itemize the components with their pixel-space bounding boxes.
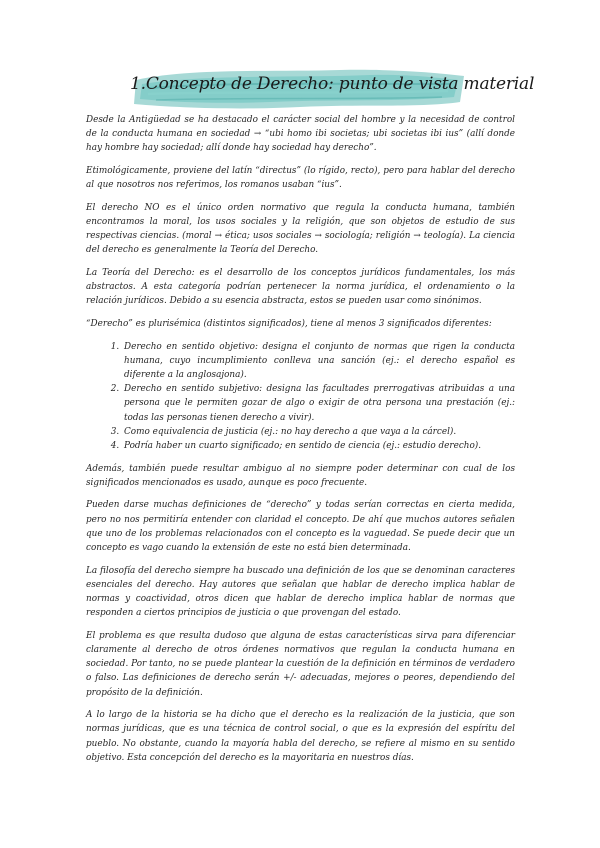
paragraph: Etimológicamente, proviene del latín “directus” (lo rígido, recto), pero para hablar del derecho al que nosotros nos referimos, los romanos usaban “ius”. bbox=[86, 166, 515, 191]
paragraph: La filosofía del derecho siempre ha buscado una definición de los que se denominan caracteres esenciales del derecho. Hay autores que señalan que hablar de derecho implica hablar de normas y coactividad, otros dicen que hablar de derecho implica hablar de normas que responden a ciertos principios de justicia o que provengan del estado. bbox=[86, 565, 515, 619]
paragraph: La Teoría del Derecho: es el desarrollo de los conceptos jurídicos fundamentales, los más abstractos. A esta categoría podrían pertenecer la norma jurídica, el ordenamiento o la relación jurídicos. Debido a su esencia abstracta, estos se pueden usar como sinónimos. bbox=[86, 268, 515, 307]
paragraph: A lo largo de la historia se ha dicho que el derecho es la realización de la justicia, que son normas jurídicas, que es una técnica de control social, o que es la expresión del espíritu del pueblo. No obstante, cuando la mayoría habla del derecho, se refiere al mismo en su sentido objetivo. Esta concepción del derecho es la mayoritaria en nuestros días. bbox=[86, 710, 515, 763]
list-item: 4. Podría haber un cuarto significado; en sentido de ciencia (ej.: estudio derecho). bbox=[122, 439, 515, 453]
list-item: 1. Derecho en sentido objetivo: designa el conjunto de normas que rigen la conducta humana, cuyo incumplimiento conlleva una sanción (ej.: el derecho español es diferente a la anglosajona). bbox=[122, 340, 515, 383]
paragraph: Desde la Antigüedad se ha destacado el carácter social del hombre y la necesidad de control de la conducta humana en sociedad → “ubi homo ibi societas; ubi societas ibi ius” (allí donde hay hombre hay sociedad; allí donde hay sociedad hay derecho”. bbox=[86, 115, 515, 154]
meanings-list bbox=[86, 340, 515, 454]
paragraph: Además, también puede resultar ambiguo al no siempre poder determinar con cual de los significados mencionados es usado, aunque es poco frecuente. bbox=[86, 463, 515, 488]
list-item: 2. Derecho en sentido subjetivo: designa las facultades prerrogativas atribuidas a una persona que le permiten gozar de algo o exigir de otra persona una prestación (ej.: todas las personas tienen derecho a vivir). bbox=[122, 382, 515, 425]
title-banner bbox=[130, 64, 535, 118]
paragraph: El derecho NO es el único orden normativo que regula la conducta humana, también encontramos la moral, los usos sociales y la religión, que son objetos de estudio de sus respectivas ciencias. (moral → ética; usos sociales → sociología; religión → teología). La ciencia del derecho es generalmente la Teoría del Derecho. bbox=[86, 202, 515, 256]
paragraph: “Derecho” es plurisémica (distintos significados), tiene al menos 3 significados diferentes: bbox=[86, 319, 492, 329]
document-body bbox=[86, 113, 515, 773]
paragraph: El problema es que resulta dudoso que alguna de estas características sirva para diferenciar claramente al derecho de otros órdenes normativos que regulan la conducta humana en sociedad. Por tanto, no se puede plantear la cuestión de la definición en términos de verdadero o falso. Las definiciones de derecho serán +/- adecuadas, mejores o peores, dependiendo del propósito de la definición. bbox=[86, 630, 515, 698]
list-item: 3. Como equivalencia de justicia (ej.: no hay derecho a que vaya a la cárcel). bbox=[122, 425, 515, 439]
paragraph: Pueden darse muchas definiciones de “derecho” y todas serían correctas en cierta medida, pero no nos permitiría entender con claridad el concepto. De ahí que muchos autores señalen que uno de los problemas relacionados con el concepto es la vaguedad. Se puede decir que un concepto es vago cuando la extensión de este no está bien determinada. bbox=[86, 500, 515, 554]
page-title: 1.Concepto de Derecho: punto de vista material bbox=[130, 74, 535, 94]
